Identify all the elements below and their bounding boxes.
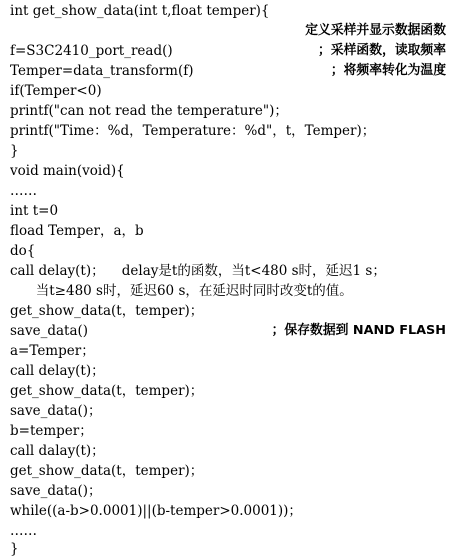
code-text: save_data()； xyxy=(10,483,102,499)
code-comment: ；采样函数，读取频率 xyxy=(318,43,446,58)
code-line xyxy=(10,460,446,482)
code-text: } xyxy=(10,143,19,159)
code-text: get_show_data(t，temper)； xyxy=(10,463,204,479)
code-line xyxy=(10,140,446,162)
code-line xyxy=(10,280,446,302)
code-comment: ；保存数据到 NAND FLASH xyxy=(271,323,446,338)
code-text: fload Temper，a，b xyxy=(10,223,144,239)
code-text: printf("can not read the temperature")； xyxy=(10,103,288,119)
code-line xyxy=(10,200,446,222)
code-text: int get_show_data(int t,float temper){ xyxy=(10,3,270,19)
code-line xyxy=(10,440,446,462)
code-line xyxy=(10,40,446,62)
code-text: if(Temper<0) xyxy=(10,83,102,99)
code-line xyxy=(10,160,446,182)
code-text: b=temper； xyxy=(10,423,93,439)
code-text: call dalay(t)； xyxy=(10,443,105,459)
code-line xyxy=(10,320,446,342)
code-line xyxy=(10,240,446,262)
code-text: 当t≥480 s时，延迟60 s，在延迟时同时改变t的值。 xyxy=(10,283,353,299)
code-line xyxy=(10,260,446,282)
code-text: while((a-b>0.0001)||(b-temper>0.0001))； xyxy=(10,503,302,519)
code-line xyxy=(10,180,446,202)
code-text: get_show_data(t，temper)； xyxy=(10,383,204,399)
code-line xyxy=(10,480,446,502)
code-line xyxy=(10,340,446,362)
code-comment: 定义采样并显示数据函数 xyxy=(305,23,446,38)
code-line xyxy=(10,60,446,82)
code-text: save_data()； xyxy=(10,403,102,419)
code-text: Temper=data_transform(f) xyxy=(10,63,194,79)
code-line xyxy=(10,360,446,382)
code-line xyxy=(10,220,446,242)
code-line xyxy=(10,0,446,22)
code-text: get_show_data(t，temper)； xyxy=(10,303,204,319)
code-text: void main(void){ xyxy=(10,163,125,179)
code-line xyxy=(10,380,446,402)
code-text: call delay(t)； xyxy=(10,363,105,379)
code-line xyxy=(10,400,446,422)
code-text: save_data() xyxy=(10,323,89,339)
code-text: a=Temper； xyxy=(10,343,95,359)
code-line xyxy=(10,300,446,322)
code-line xyxy=(10,500,446,522)
code-text: call delay(t)； delay是t的函数，当t<480 s时，延迟1 s； xyxy=(10,263,386,279)
code-line xyxy=(10,20,446,42)
code-text: } xyxy=(10,541,19,557)
code-line xyxy=(10,120,446,142)
code-text: int t=0 xyxy=(10,203,59,219)
code-line xyxy=(10,100,446,122)
code-line xyxy=(10,538,446,560)
code-line xyxy=(10,80,446,102)
code-line xyxy=(10,420,446,442)
code-comment: ；将频率转化为温度 xyxy=(330,63,446,78)
code-text: do{ xyxy=(10,243,36,259)
code-text: printf("Time：%d，Temperature：%d"，t，Temper)； xyxy=(10,123,376,139)
code-text: …… xyxy=(10,523,37,539)
code-text: …… xyxy=(10,183,37,199)
code-text: f=S3C2410_port_read() xyxy=(10,43,173,59)
